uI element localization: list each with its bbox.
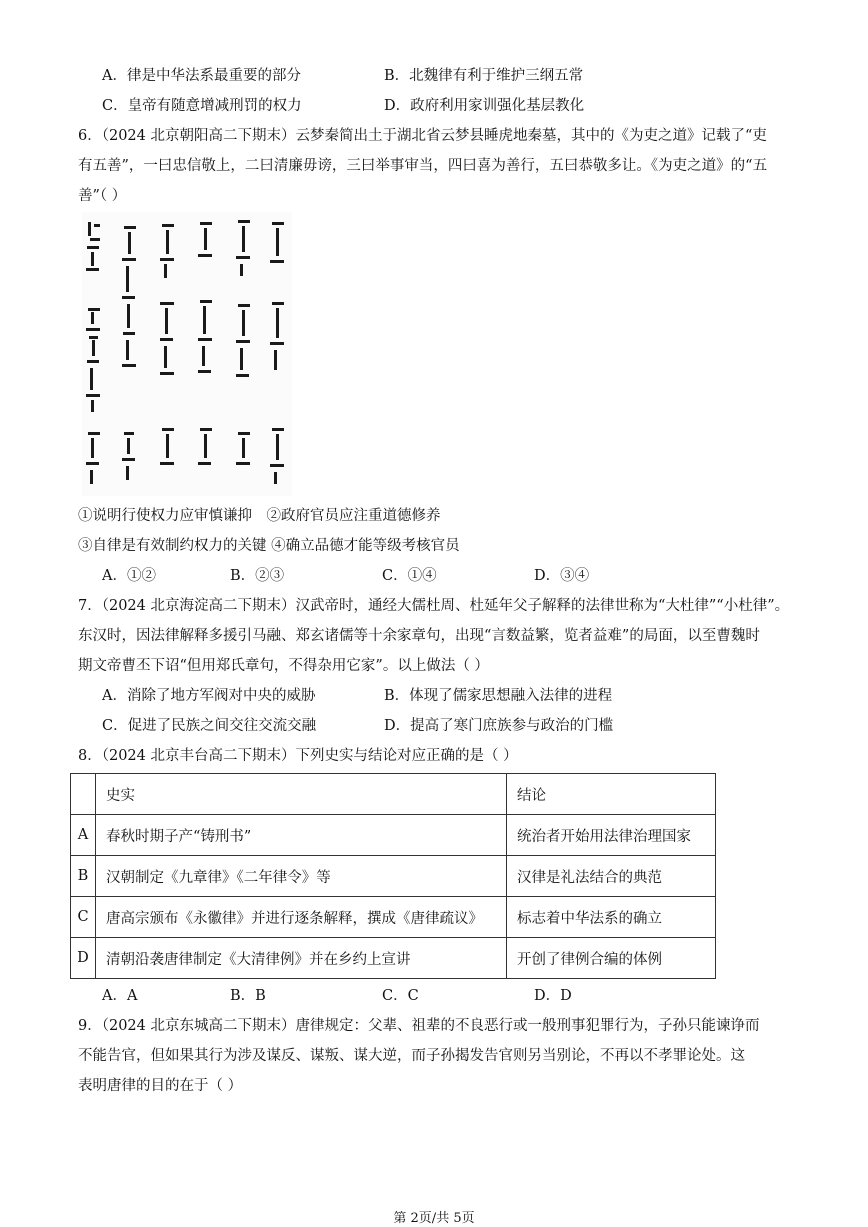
q6-stem-line1: 6．（2024 北京朝阳高二下期末）云梦秦简出土于湖北省云梦县睡虎地秦墓，其中的《为吏之道》记载了“吏 xyxy=(78,128,767,144)
q7-option-a: A．消除了地方军阀对中央的威胁 xyxy=(102,688,316,704)
q8-facts-table xyxy=(70,773,716,979)
q6-option-a: A．①② xyxy=(102,568,156,584)
q8-option-c: C．C xyxy=(382,988,419,1004)
table-cell-fact: 清朝沿袭唐律制定《大清律例》并在乡约上宣讲 xyxy=(96,938,507,979)
q9-stem-line2: 不能告官，但如果其行为涉及谋反、谋叛、谋大逆，而子孙揭发告官则另当别论，不再以不孝罪论处。这 xyxy=(78,1048,745,1064)
q7-option-c: C．促进了民族之间交往交流交融 xyxy=(102,718,317,734)
table-row xyxy=(71,815,716,856)
table-header-row xyxy=(71,774,716,815)
table-cell-key: D xyxy=(71,938,96,979)
q9-stem-line1: 9．（2024 北京东城高二下期末）唐律规定：父辈、祖辈的不良恶行或一般刑事犯罪行为，子孙只能谏诤而 xyxy=(78,1018,760,1034)
table-cell-fact: 汉朝制定《九章律》《二年律令》等 xyxy=(96,856,507,897)
table-cell-conclusion: 开创了律例合编的体例 xyxy=(507,938,716,979)
q7-stem-line3: 期文帝曹丕下诏“但用郑氏章句，不得杂用它家”。以上做法（ ） xyxy=(78,658,489,674)
bamboo-slip-image xyxy=(82,212,292,496)
q6-option-b: B．②③ xyxy=(230,568,285,584)
table-cell-key: B xyxy=(71,856,96,897)
table-header-conclusion: 结论 xyxy=(507,774,716,815)
table-cell-key: A xyxy=(71,815,96,856)
q7-stem-line2: 东汉时，因法律解释多援引马融、郑玄诸儒等十余家章句，出现“言数益繁，览者益难”的局面，以至曹魏时 xyxy=(78,628,760,644)
table-cell-conclusion: 汉律是礼法结合的典范 xyxy=(507,856,716,897)
q8-option-b: B．B xyxy=(230,988,266,1004)
table-header-key xyxy=(71,774,96,815)
q8-stem-line1: 8．（2024 北京丰台高二下期末）下列史实与结论对应正确的是（ ） xyxy=(78,748,518,764)
page-footer: 第 2页/共 5页 xyxy=(393,1211,475,1226)
table-cell-conclusion: 标志着中华法系的确立 xyxy=(507,897,716,938)
q6-statement-2: ③自律是有效制约权力的关键 ④确立品德才能等级考核官员 xyxy=(78,538,460,554)
table-header-fact: 史实 xyxy=(96,774,507,815)
q9-stem-line3: 表明唐律的目的在于（ ） xyxy=(78,1078,243,1094)
table-cell-fact: 春秋时期子产“铸刑书” xyxy=(96,815,507,856)
q7-option-b: B．体现了儒家思想融入法律的进程 xyxy=(384,688,613,704)
q5-option-c: C．皇帝有随意增减刑罚的权力 xyxy=(102,98,302,114)
table-cell-fact: 唐高宗颁布《永徽律》并进行逐条解释，撰成《唐律疏议》 xyxy=(96,897,507,938)
q6-stem-line2: 有五善”，一曰忠信敬上，二曰清廉毋谤，三曰举事审当，四曰喜为善行，五曰恭敬多让。《为吏之道》的“五 xyxy=(78,158,768,174)
q5-option-d: D．政府利用家训强化基层教化 xyxy=(384,98,585,114)
q7-option-d: D．提高了寒门庶族参与政治的门槛 xyxy=(384,718,614,734)
q7-stem-line1: 7．（2024 北京海淀高二下期末）汉武帝时，通经大儒杜周、杜延年父子解释的法律世称为“大杜律”“小杜律”。 xyxy=(78,598,790,614)
q8-option-d: D．D xyxy=(534,988,572,1004)
q6-stem-line3: 善”（ ） xyxy=(78,188,127,204)
table-cell-conclusion: 统治者开始用法律治理国家 xyxy=(507,815,716,856)
table-row xyxy=(71,938,716,979)
table-row xyxy=(71,856,716,897)
q5-option-b: B．北魏律有利于维护三纲五常 xyxy=(384,68,584,84)
q8-option-a: A．A xyxy=(102,988,138,1004)
q5-option-a: A．律是中华法系最重要的部分 xyxy=(102,68,301,84)
table-cell-key: C xyxy=(71,897,96,938)
q6-option-c: C．①④ xyxy=(382,568,437,584)
table-row xyxy=(71,897,716,938)
q6-option-d: D．③④ xyxy=(534,568,590,584)
q6-statement-1: ①说明行使权力应审慎谦抑 ②政府官员应注重道德修养 xyxy=(78,508,441,524)
